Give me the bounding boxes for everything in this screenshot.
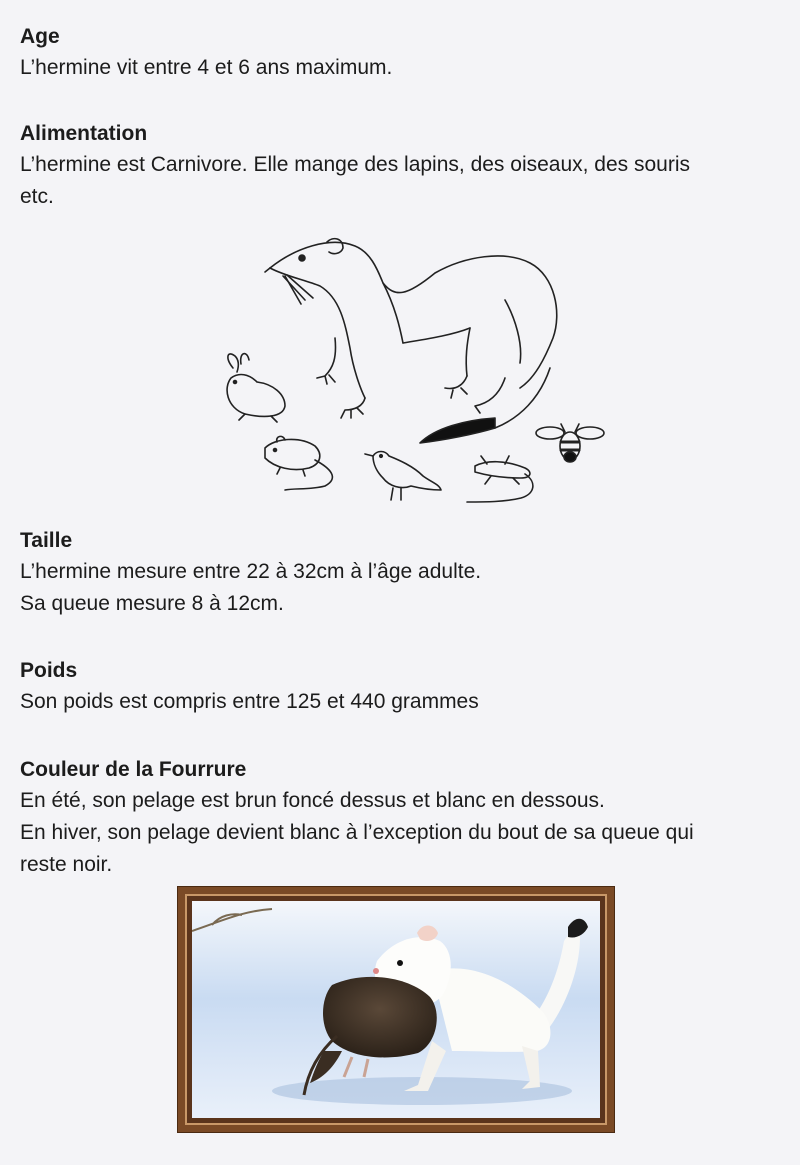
text-fur-line-2: En hiver, son pelage devient blanc à l’exception du bout de sa queue qui — [20, 821, 694, 844]
heading-food: Alimentation — [20, 122, 148, 145]
heading-weight: Poids — [20, 659, 78, 682]
section-weight — [20, 656, 790, 718]
heading-age: Age — [20, 25, 60, 48]
stoat-and-prey-drawing — [205, 228, 615, 513]
text-size-line-2: Sa queue mesure 8 à 12cm. — [20, 592, 284, 615]
text-weight-line: Son poids est compris entre 125 et 440 grammes — [20, 690, 479, 713]
text-age-line: L’hermine vit entre 4 et 6 ans maximum. — [20, 56, 393, 79]
text-food-line-2: etc. — [20, 185, 54, 208]
text-food-line-1: L’hermine est Carnivore. Elle mange des lapins, des oiseaux, des souris — [20, 153, 691, 176]
heading-fur: Couleur de la Fourrure — [20, 758, 247, 781]
text-size-line-1: L’hermine mesure entre 22 à 32cm à l’âge adulte. — [20, 560, 482, 583]
stoat-sketch — [265, 239, 557, 443]
text-fur-line-1: En été, son pelage est brun foncé dessus et blanc en dessous. — [20, 789, 605, 812]
bird-sketch — [365, 452, 441, 501]
section-fur — [20, 755, 790, 881]
stoat-photo-frame — [178, 887, 614, 1132]
section-size — [20, 526, 790, 620]
section-food — [20, 119, 790, 213]
lizard-sketch — [467, 456, 533, 502]
text-fur-line-3: reste noir. — [20, 853, 113, 876]
section-age — [20, 22, 790, 84]
mouse-sketch — [265, 436, 332, 490]
rabbit-sketch — [227, 354, 285, 422]
stoat-with-prey-photo — [192, 901, 600, 1118]
heading-size: Taille — [20, 529, 73, 552]
bee-sketch — [536, 424, 604, 462]
